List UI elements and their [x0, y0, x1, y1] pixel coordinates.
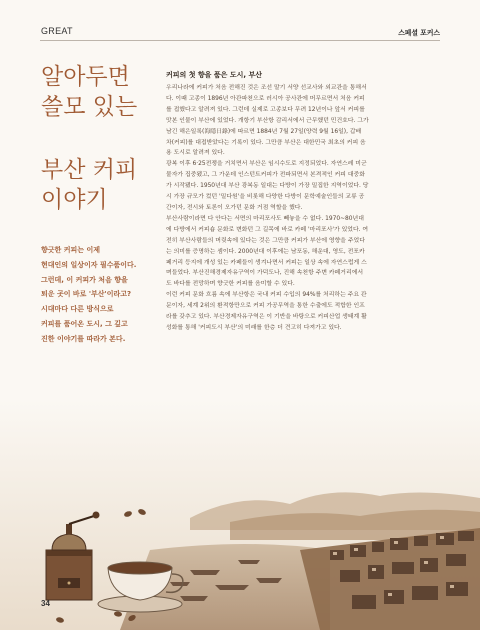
body-line: 도 바다를 전망하며 향긋한 커피를 음미할 수 있다.	[166, 281, 295, 288]
headline-part-1	[41, 62, 156, 122]
body-line: 가 시작됐다. 1950년대 부산 광복동 일대는 다방이 가장 밀집한 지역이었다. 당	[166, 183, 369, 190]
body-line: 며들었다. 부산진해경제자유구역이 가덕도나, 진해 속천항 주변 카페거리에서	[166, 270, 364, 277]
headline-part-2	[41, 155, 156, 215]
headline-line: 부산 커피	[41, 157, 138, 183]
harbor-coffee-illustration	[0, 400, 480, 630]
body-line: 간이자, 전시와 토론이 오가던 문화 거점 역할을 했다.	[166, 204, 303, 211]
body-line: 문이자, 세계 2위의 환적항만으로 커피 가공무역을 통한 수출에도 적합한 인프	[166, 303, 365, 310]
body-line: 이런 커피 문화 흐름 속에 부산항은 국내 커피 수입의 94%를 처리하는 주요 관	[166, 292, 367, 299]
body-line: 는 의미를 증명하는 셈이다. 2000년대 이후에는 남포동, 해운대, 영도, 전포카	[166, 248, 365, 255]
body-line: 부산사람이라면 다 안다는 서면의 마리포사도 빼놓을 수 없다. 1970~80년대	[166, 215, 364, 222]
body-line: 성화를 통해 '커피도시 부산'의 미래를 한층 더 견고히 다져가고 있다.	[166, 324, 342, 331]
lead-line: 진한 이야기를 따라가 본다.	[41, 334, 126, 343]
body-line: 페거리 등지에 개성 있는 카페들이 생겨나면서 커피는 일상 속에 자연스럽게 스	[166, 259, 367, 266]
lead-line: 시대마다 다른 방식으로	[41, 305, 114, 314]
lead-line: 커피를 품어온 도시, 그 깊고	[41, 319, 128, 328]
body-line: 에 다방에서 커피숍 문화로 변화던 그 길목에 바로 카페 '마리포사'가 있었다. 여	[166, 226, 369, 233]
lead-line: 퇴운 곳이 바로 '부산'이라고?	[41, 290, 132, 299]
lead-line: 현대인의 일상이자 필수품이다.	[41, 260, 137, 269]
body-line: 차(커피)를 대접받았다는 기록이 있다. 그만큼 부산은 대한민국 최초의 커피 음	[166, 139, 366, 146]
body-line: 우리나라에 커피가 처음 전해진 것은 조선 말기 서양 선교사와 외교관을 통해서	[166, 85, 367, 91]
page-number: 34	[41, 599, 50, 608]
body-line: 를 접했다고 알려져 있다. 그런데 실제로 고종보다 무려 12년이나 앞서 커피를	[166, 106, 365, 113]
headline-line: 쓸모 있는	[41, 94, 138, 120]
left-column	[41, 62, 156, 347]
lead-paragraph	[41, 243, 156, 347]
body-line: 다. 이때 고종이 1896년 아관파천으로 러시아 공사관에 머무르면서 처음 커피	[166, 95, 365, 102]
article-body	[166, 70, 442, 334]
section-heading: 커피의 첫 향을 품은 도시, 부산	[166, 71, 262, 79]
body-line: 용 도시로 알려져 있다.	[166, 150, 225, 157]
lead-line: 그런데, 이 커피가 처음 향을	[41, 275, 128, 284]
body-line: 시 가장 규모가 컸던 '밀다원'을 비롯해 다양한 다방이 문학예술인들의 교류 공	[166, 194, 365, 201]
magazine-section-label: GREAT	[41, 26, 73, 36]
body-line: 광복 이후 6·25전쟁을 거치면서 부산은 임시수도로 지정되었다. 자연스레 미군	[166, 161, 367, 168]
lead-line: 향긋한 커피는 이제	[41, 246, 100, 254]
headline-line: 알아두면	[41, 64, 130, 90]
body-text	[166, 83, 442, 334]
body-line: 맛본 인물이 부산에 있었다. 개항기 부산항 감리서에서 근무했던 민건호다. 그가	[166, 117, 369, 124]
headline-line: 이야기	[41, 187, 108, 213]
body-line: 남긴 해은일록(海隱日錄)에 따르면 1884년 7월 27일(양력 9월 16일), 갑배	[166, 128, 362, 135]
header-divider	[40, 40, 440, 41]
body-line: 라를 갖추고 있다. 부산경제자유구역은 이 기반을 바탕으로 커피산업 생태계 활	[166, 314, 367, 321]
body-line: 전히 부산사람들의 머릿속에 있다는 것은 그만큼 커피가 부산에 영향을 주었다	[166, 237, 365, 244]
section-category-label: 스페셜 포커스	[398, 29, 440, 37]
body-line: 물자가 집중됐고, 그 가운데 인스턴트커피가 전파되면서 본격적인 커피 대중화	[166, 172, 365, 179]
